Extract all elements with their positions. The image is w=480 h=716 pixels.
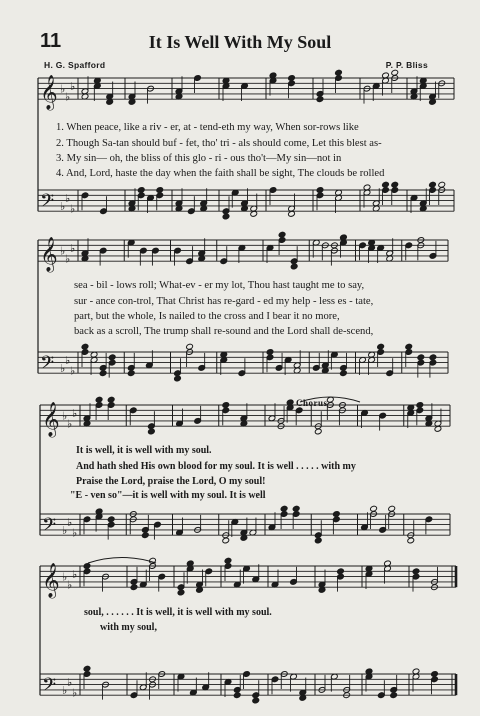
note-head	[99, 370, 107, 377]
note-head	[266, 349, 274, 356]
note-head	[417, 354, 425, 361]
note-head	[316, 96, 324, 103]
note-head	[148, 428, 156, 435]
flat-icon: ♭	[60, 244, 66, 258]
chorus-line-3: Praise the Lord, praise the Lord, O my soul!	[76, 476, 266, 487]
composer-credit: P. P. Bliss	[385, 60, 428, 70]
flat-icon: ♭	[72, 526, 78, 540]
note-head	[127, 370, 135, 377]
note-head	[83, 665, 91, 672]
note-head	[314, 537, 322, 544]
chorus-line-2: And hath shed His own blood for my soul. It is well . . . . . with my	[76, 461, 356, 472]
flat-icon: ♭	[60, 199, 66, 213]
verse-line-3a: 3. My sin— oh, the bliss of this glo - ri - ous tho't—My sin—not in	[56, 153, 342, 164]
note-head	[233, 692, 241, 699]
author-credit: H. G. Spafford	[44, 60, 106, 70]
note-head	[391, 181, 399, 188]
treble-clef-icon: 𝄞	[40, 75, 58, 111]
note-head	[370, 505, 378, 512]
flat-icon: ♭	[65, 353, 71, 367]
note-head	[280, 505, 288, 512]
note-head	[382, 181, 390, 188]
hymn-title: It Is Well With My Soul	[148, 32, 332, 52]
note-head	[222, 402, 230, 409]
note-head	[95, 396, 103, 403]
note-head	[137, 187, 145, 194]
flat-icon: ♭	[62, 683, 68, 697]
verse-line-2a: 2. Though Sa-tan should buf - fet, tho' tri - als should come, Let this blest as-	[56, 138, 382, 149]
flat-icon: ♭	[72, 567, 78, 581]
note-head	[431, 671, 439, 678]
final-line-1: soul, . . . . . . It is well, it is well with my soul.	[84, 607, 272, 618]
verse-line-3b: part, but the whole, Is nailed to the cross and I bear it no more,	[74, 311, 340, 322]
chorus-line-4: "E - ven so"—it is well with my soul. It is well	[70, 490, 266, 501]
verse-line-4b: back as a scroll, The trump shall re-sound and the Lord shall de-scend,	[74, 326, 374, 337]
note-head	[186, 343, 194, 350]
note-head	[377, 343, 385, 350]
chorus-label: Chorus	[296, 398, 328, 408]
note-head	[130, 584, 138, 591]
flat-icon: ♭	[67, 675, 73, 689]
bass-clef-icon: 𝄢	[40, 191, 55, 217]
note-head	[412, 568, 420, 575]
verse-line-1a: 1. When peace, like a riv - er, at - tend-eth my way, When sor-rows like	[56, 122, 359, 133]
note-head	[290, 263, 298, 270]
flat-icon: ♭	[70, 202, 76, 216]
note-head	[81, 343, 89, 350]
note-head	[438, 181, 446, 188]
note-head	[108, 354, 116, 361]
flat-icon: ♭	[62, 570, 68, 584]
note-head	[288, 75, 296, 82]
note-head	[391, 69, 399, 76]
flat-icon: ♭	[67, 578, 73, 592]
flat-icon: ♭	[62, 409, 68, 423]
note-head	[388, 505, 396, 512]
note-head	[316, 187, 324, 194]
flat-icon: ♭	[60, 82, 66, 96]
treble-clef-icon: 𝄞	[42, 402, 60, 438]
note-head	[407, 537, 415, 544]
flat-icon: ♭	[65, 90, 71, 104]
verse-line-1b: sea - bil - lows roll; What-ev - er my lot, Thou hast taught me to say,	[74, 280, 365, 291]
note-head	[278, 231, 286, 238]
verse-line-2b: sur - ance con-trol, That Christ has re-gard - ed my help - less es - tate,	[74, 296, 374, 307]
note-head	[340, 370, 348, 377]
note-head	[107, 396, 115, 403]
flat-icon: ♭	[70, 79, 76, 93]
note-head	[252, 697, 260, 704]
flat-icon: ♭	[72, 686, 78, 700]
note-head	[107, 516, 115, 523]
bass-clef-icon: 𝄢	[42, 675, 57, 701]
flat-icon: ♭	[60, 361, 66, 375]
note-head	[429, 354, 437, 361]
note-head	[416, 402, 424, 409]
treble-clef-icon: 𝄞	[40, 237, 58, 273]
note-head	[337, 568, 345, 575]
flat-icon: ♭	[67, 417, 73, 431]
treble-clef-icon: 𝄞	[42, 563, 60, 599]
flat-icon: ♭	[70, 241, 76, 255]
note-head	[222, 537, 230, 544]
note-head	[83, 563, 91, 570]
note-head	[335, 69, 343, 76]
note-head	[174, 375, 182, 382]
bass-clef-icon: 𝄢	[42, 515, 57, 541]
note-head	[429, 181, 437, 188]
flat-icon: ♭	[72, 406, 78, 420]
flat-icon: ♭	[67, 515, 73, 529]
note-head	[405, 343, 413, 350]
verse-line-4a: 4. And, Lord, haste the day when the faith shall be sight, The clouds be rolled	[56, 168, 385, 179]
note-head	[177, 589, 185, 596]
note-head	[156, 187, 164, 194]
final-line-2: with my soul,	[100, 622, 157, 633]
chorus-line-1: It is well, it is well with my soul.	[76, 445, 212, 456]
note-head	[333, 511, 341, 518]
note-head	[142, 532, 150, 539]
note-head	[292, 505, 300, 512]
note-head	[222, 213, 230, 220]
flat-icon: ♭	[65, 252, 71, 266]
tie-arc	[88, 558, 156, 564]
hymn-number: 11	[40, 30, 62, 52]
note-head	[224, 557, 232, 564]
flat-icon: ♭	[70, 364, 76, 378]
note-head	[390, 692, 398, 699]
flat-icon: ♭	[62, 523, 68, 537]
note-head	[314, 428, 322, 435]
flat-icon: ♭	[65, 191, 71, 205]
bass-clef-icon: 𝄢	[40, 353, 55, 379]
